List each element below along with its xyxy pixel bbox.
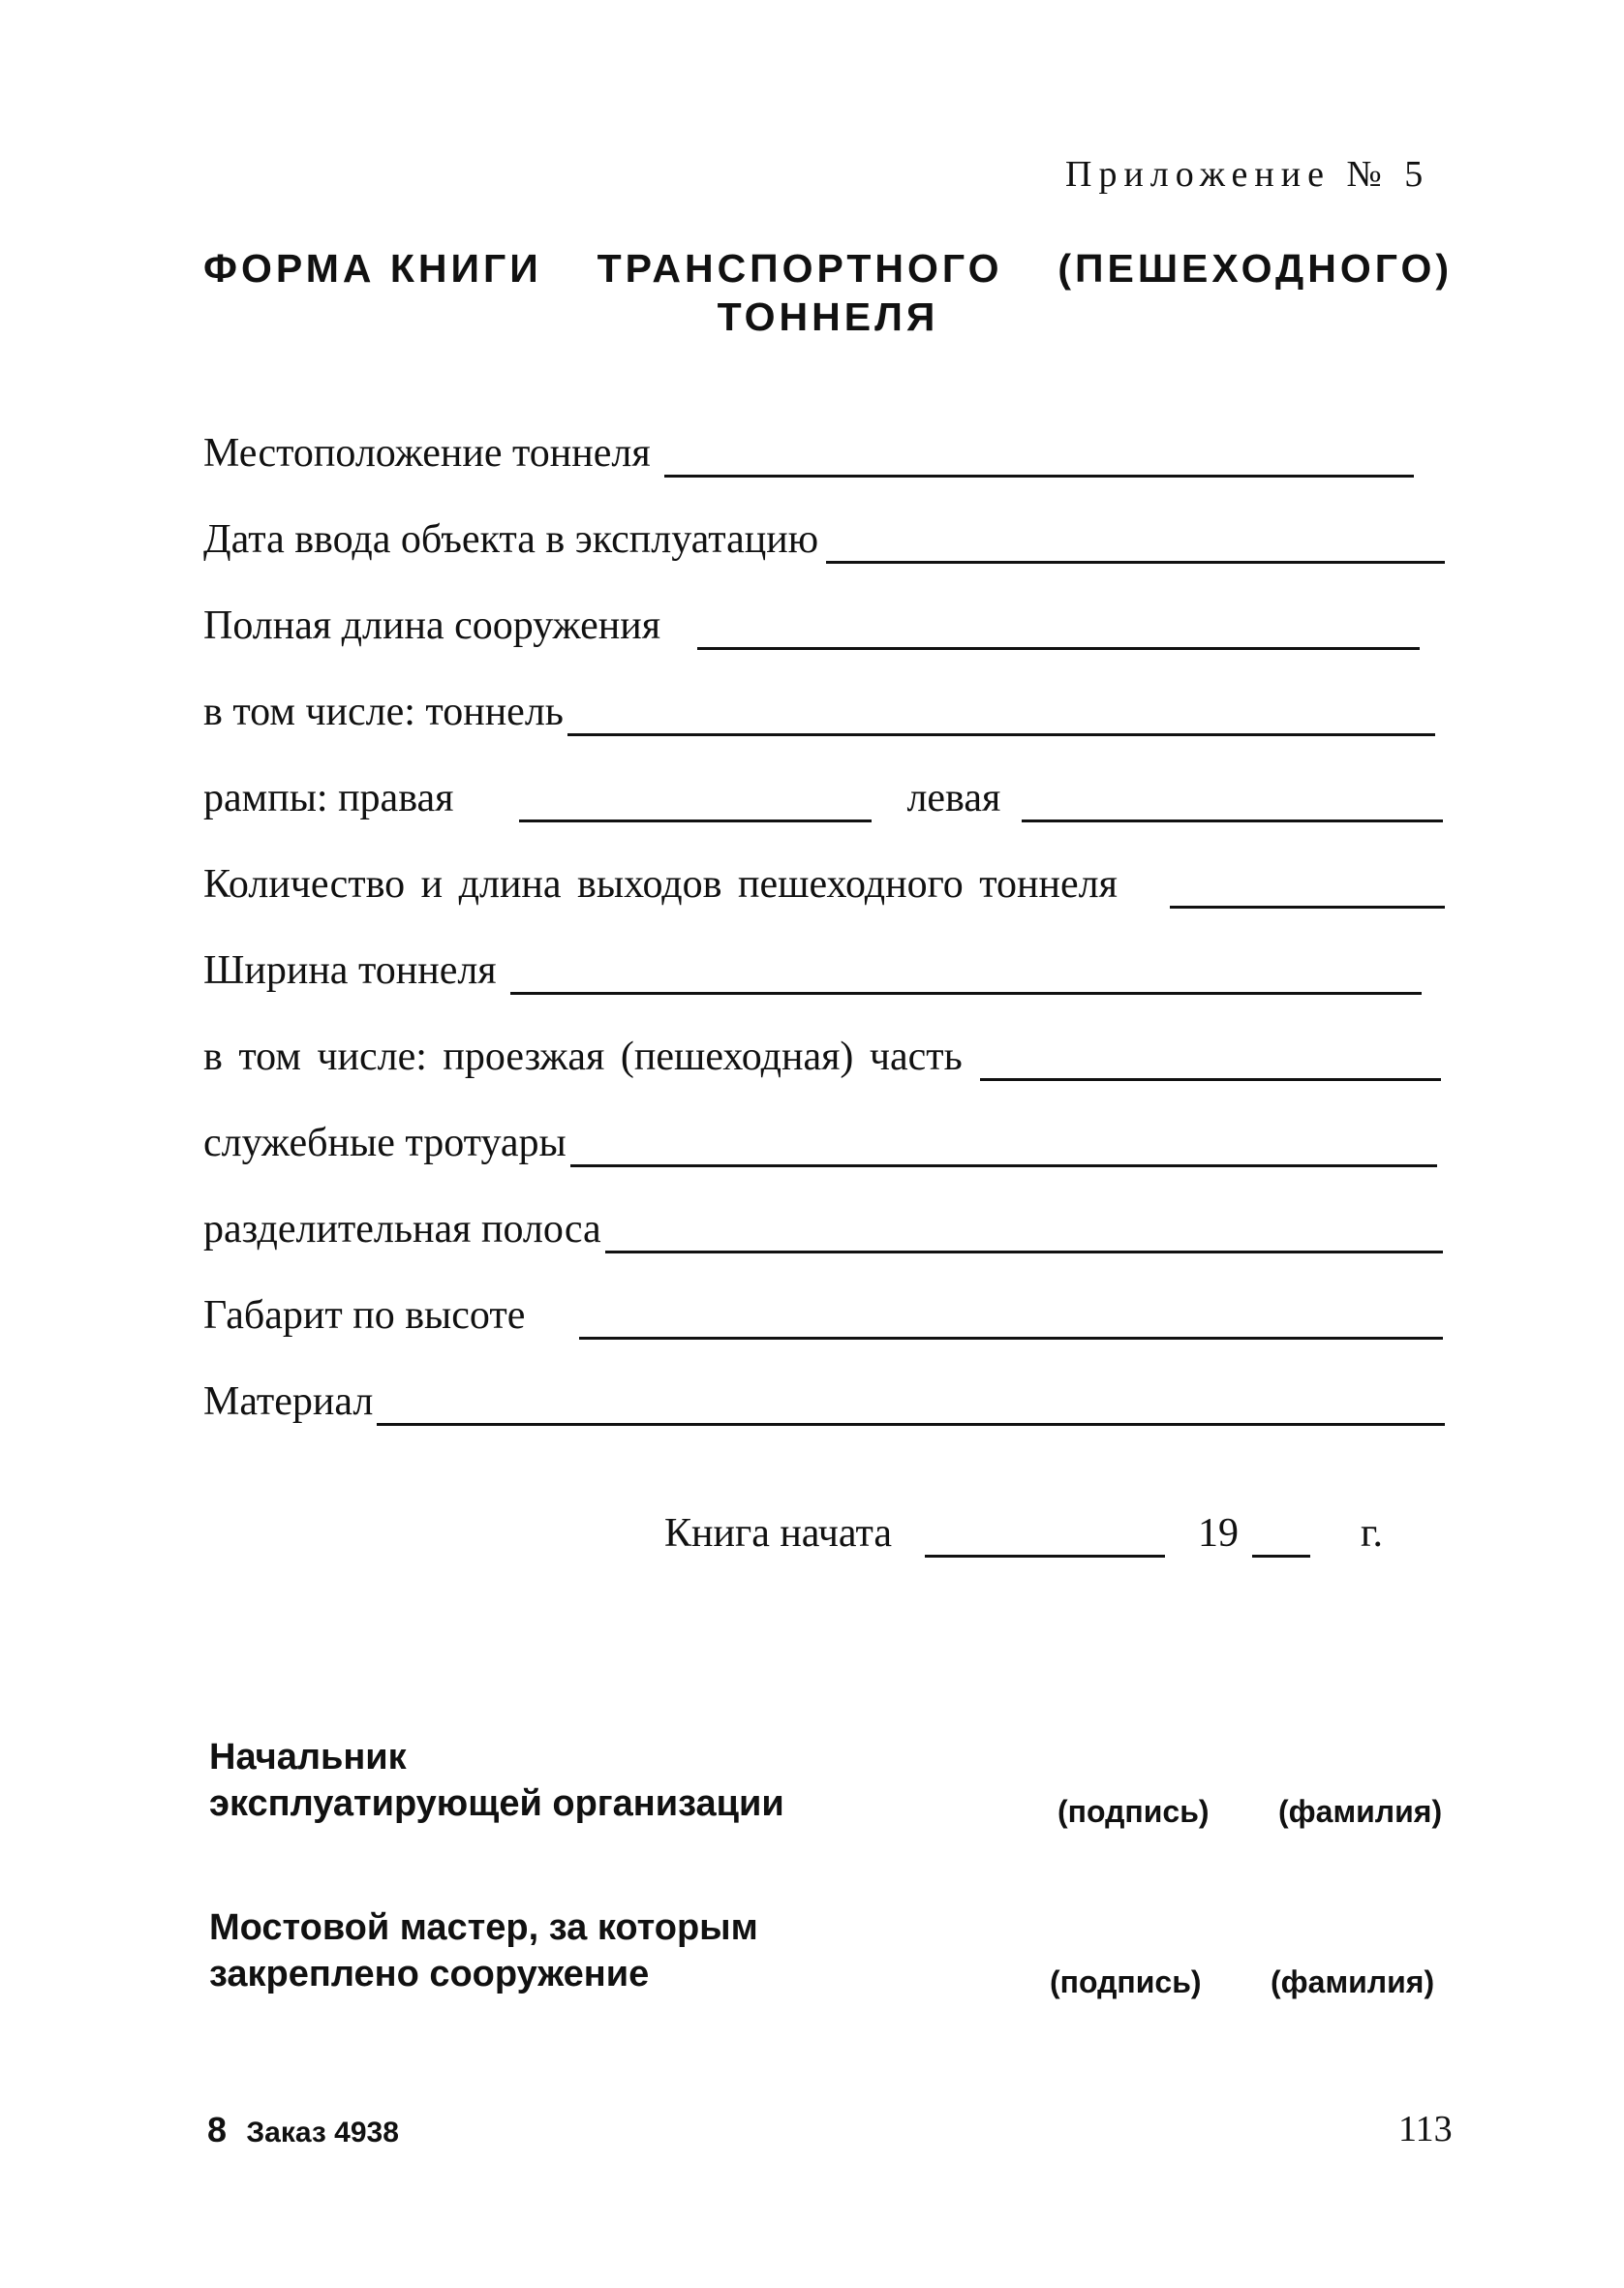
field-ramps-left-label: левая — [906, 776, 1001, 820]
field-height-clearance — [203, 1283, 1443, 1342]
field-height-clearance-label: Габарит по высоте — [203, 1293, 526, 1338]
footer-sheet-number: 8 — [207, 2110, 228, 2149]
title-part-1: ФОРМА КНИГИ — [203, 246, 542, 291]
appendix-label: Приложение № 5 — [1065, 154, 1430, 195]
footer-print-info — [207, 2110, 399, 2150]
page-number: 113 — [1398, 2109, 1453, 2149]
field-width-label: Ширина тоннеля — [203, 948, 497, 993]
book-started-year-suffix: г. — [1360, 1511, 1383, 1556]
field-sidewalks — [203, 1111, 1437, 1169]
signature-master-line-2: закреплено сооружение — [209, 1954, 650, 1994]
field-including-tunnel — [203, 680, 1435, 738]
field-including-tunnel-label: в том числе: тоннель — [203, 690, 564, 734]
field-divider-label: разделительная полоса — [203, 1207, 601, 1252]
field-divider — [203, 1197, 1443, 1255]
field-full-length-label: Полная длина сооружения — [203, 603, 661, 648]
field-location-label: Местоположение тоннеля — [203, 431, 651, 476]
book-started — [664, 1501, 1383, 1560]
signature-head-line-1: Начальник — [209, 1737, 407, 1778]
signature-head-signature-hint: (подпись) — [1057, 1794, 1210, 1829]
field-full-length — [203, 594, 1420, 652]
field-carriageway-line[interactable] — [980, 1078, 1441, 1081]
field-including-tunnel-line[interactable] — [567, 733, 1435, 736]
field-commission-date — [203, 508, 1445, 566]
field-width — [203, 939, 1422, 997]
field-exits-line[interactable] — [1170, 906, 1445, 909]
book-started-label: Книга начата — [664, 1511, 892, 1556]
field-material — [203, 1370, 1445, 1428]
signature-block-master — [209, 1904, 758, 1997]
field-location — [203, 421, 1414, 479]
field-carriageway — [203, 1025, 1441, 1083]
form-title-line-2: ТОННЕЛЯ — [717, 294, 939, 339]
title-part-3: (ПЕШЕХОДНОГО) — [1057, 246, 1453, 291]
signature-head-surname-hint: (фамилия) — [1278, 1794, 1443, 1829]
field-exits — [203, 852, 1445, 911]
field-sidewalks-label: служебные тротуары — [203, 1121, 567, 1165]
signature-master-surname-hint: (фамилия) — [1271, 1964, 1435, 1999]
field-material-line[interactable] — [377, 1423, 1445, 1426]
signature-master-signature-hint: (подпись) — [1050, 1964, 1202, 1999]
field-full-length-line[interactable] — [697, 647, 1420, 650]
field-ramps — [203, 766, 1443, 824]
signature-head-line-2: эксплуатирующей организации — [209, 1783, 784, 1824]
field-commission-date-label: Дата ввода объекта в эксплуатацию — [203, 517, 819, 562]
field-sidewalks-line[interactable] — [570, 1164, 1437, 1167]
signature-block-head — [209, 1734, 784, 1827]
field-ramps-right-label: рампы: правая — [203, 776, 454, 820]
book-started-year-line[interactable] — [1252, 1555, 1310, 1558]
book-started-year-prefix: 19 — [1197, 1511, 1239, 1556]
field-carriageway-label: в том числе: проезжая (пешеходная) часть — [203, 1035, 963, 1079]
field-ramps-left-line[interactable] — [1022, 819, 1443, 822]
field-exits-label: Количество и длина выходов пешеходного тоннеля — [203, 862, 1118, 907]
title-part-2: ТРАНСПОРТНОГО — [597, 246, 1003, 291]
field-location-line[interactable] — [664, 475, 1414, 478]
field-ramps-right-line[interactable] — [519, 819, 872, 822]
footer-order: Заказ 4938 — [246, 2117, 399, 2149]
field-material-label: Материал — [203, 1379, 374, 1424]
book-started-date-line[interactable] — [925, 1555, 1165, 1558]
field-commission-date-line[interactable] — [826, 561, 1445, 564]
field-width-line[interactable] — [510, 992, 1422, 995]
field-divider-line[interactable] — [605, 1251, 1443, 1253]
field-height-clearance-line[interactable] — [579, 1337, 1443, 1340]
signature-master-line-1: Мостовой мастер, за которым — [209, 1907, 758, 1948]
form-title — [203, 246, 1453, 292]
